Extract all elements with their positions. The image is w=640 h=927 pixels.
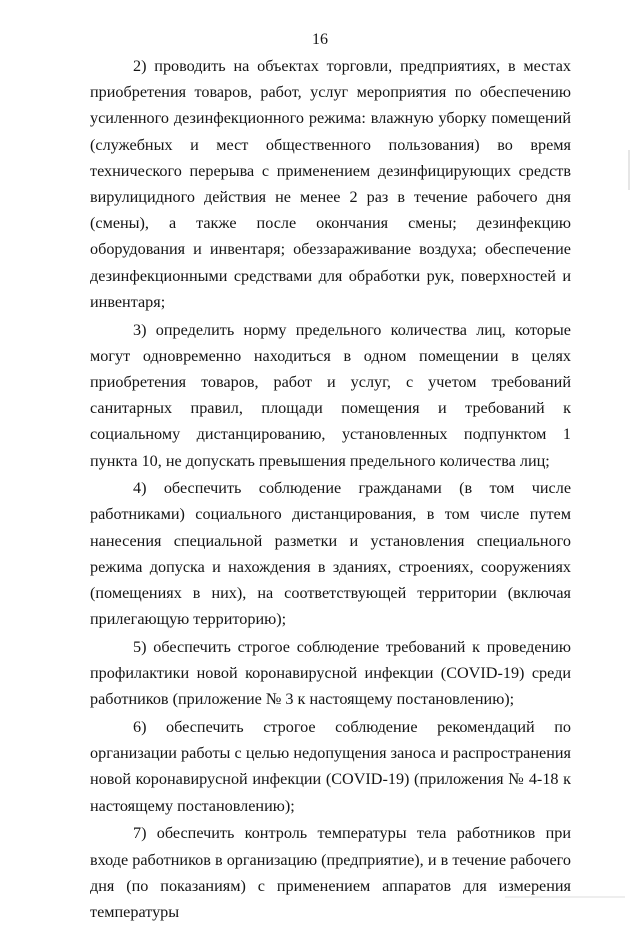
paragraph-item-6: 6) обеспечить строгое соблюдение рекомендаций по организации работы с целью недопущения заноса и распространения новой коронавирусной инфекции (COVID-19) (приложения № 4-18 к настоящему постановлению); [90,718,571,815]
document-body [90,53,571,927]
page-number: 16 [312,31,328,48]
scan-edge-mark [628,150,630,190]
paragraph-item-5: 5) обеспечить строгое соблюдение требований к проведению профилактики новой коронавирусной инфекции (COVID-19) среди работников (приложение № 3 к настоящему постановлению); [90,637,571,709]
paragraph-item-2: 2) проводить на объектах торговли, предприятиях, в местах приобретения товаров, работ, услуг мероприятия по обеспечению усиленного дезинфекционного режима: влажную уборку помещений (служебных и мест общественного пользования) во время технического перерыва с применением дезинфицирующих средств вирулицидного действия не менее 2 раз в течение рабочего дня (смены), а также после окончания смены; дезинфекцию оборудования и инвентаря; обеззараживание воздуха; обеспечение дезинфекционными средствами для обработки рук, поверхностей и инвентаря; [90,57,571,311]
paragraph-item-4: 4) обеспечить соблюдение гражданами (в том числе работниками) социального дистанцирования, в том числе путем нанесения специальной разметки и установления специального режима допуска и нахождения в зданиях, строениях, сооружениях (помещениях в них), на соответствующей территории (включая прилегающую территорию); [90,479,571,629]
scan-bottom-mark [505,896,625,898]
paragraph-item-3: 3) определить норму предельного количества лиц, которые могут одновременно находиться в одном помещении в целях приобретения товаров, работ и услуг, с учетом требований санитарных правил, площади помещения и требований к социальному дистанцированию, установленных подпунктом 1 пункта 10, не допускать превышения предельного количества лиц; [90,320,571,470]
paragraph-item-7: 7) обеспечить контроль температуры тела работников при входе работников в организацию (предприятие), и в течение рабочего дня (по показаниям) с применением аппаратов для измерения температуры [90,824,571,921]
